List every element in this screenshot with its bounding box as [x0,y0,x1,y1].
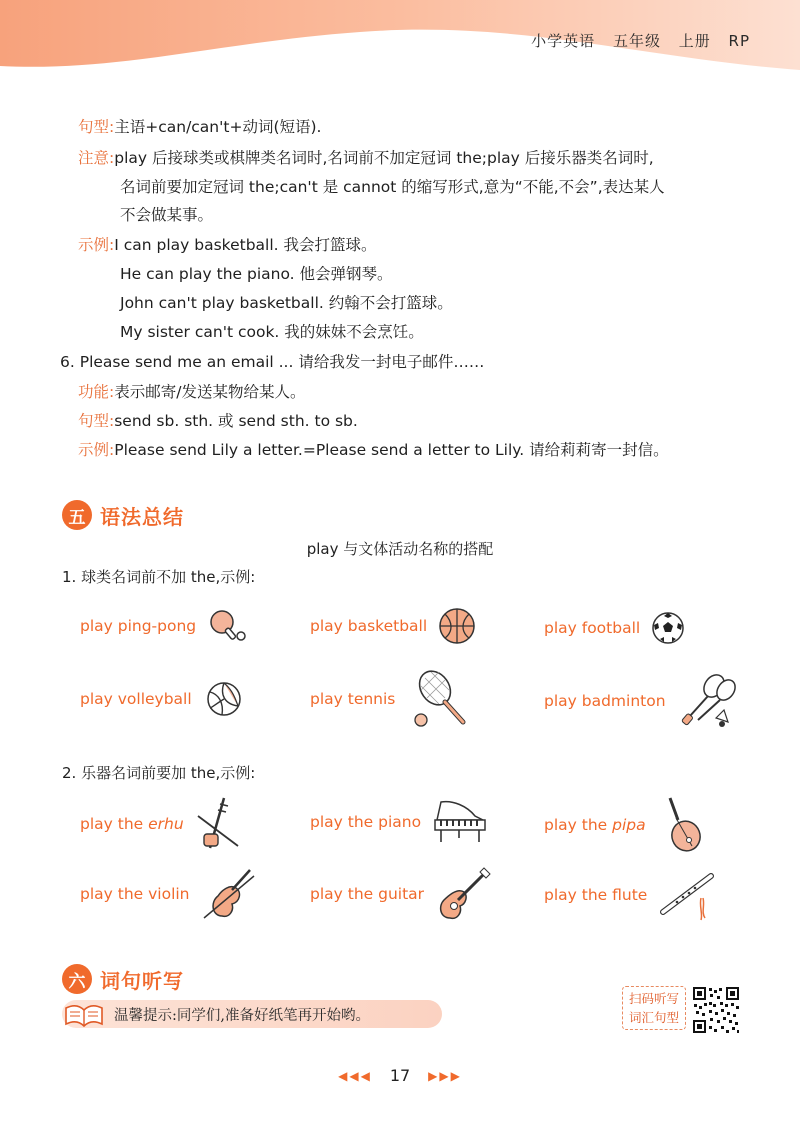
instrument-prefix: play the [544,816,613,834]
piano-icon [431,798,489,846]
instrument-label [80,815,184,833]
instrument-item-pipa [544,796,706,854]
instrument-prefix: play the [80,815,149,833]
example-line-1 [78,234,377,256]
pattern-line [78,116,321,138]
ping-pong-icon [206,608,250,644]
header-edition: RP [728,32,750,50]
item6-function-line [78,381,305,403]
open-book-icon [64,1000,104,1028]
section-5-label: 语法总结 [100,504,184,529]
instrument-label: play the piano [310,813,422,831]
example-tag: 示例: [78,236,115,254]
sport-label: play tennis [310,690,396,708]
football-icon [650,610,686,646]
pipa-icon [656,796,706,854]
function-tag: 功能: [78,383,115,401]
instrument-name-italic: erhu [148,815,184,833]
instrument-label [544,816,646,834]
violin-icon [200,866,256,922]
instrument-label: play the guitar [310,885,425,903]
instrument-item-piano [310,798,489,846]
tip-bar [62,1000,442,1028]
section-6-label: 词句听写 [100,968,184,993]
sports-subheading: 1. 球类名词前不加 the,示例: [62,568,256,586]
sport-item-ping-pong [80,608,250,644]
tennis-icon [405,668,471,730]
example-4: My sister can't cook. 我的妹妹不会烹饪。 [120,323,424,341]
note-line-1 [78,147,654,169]
pattern-text: 主语+can/can't+动词(短语). [114,118,322,136]
instruments-subheading: 2. 乐器名词前要加 the,示例: [62,764,256,782]
sport-label: play football [544,619,641,637]
flute-icon [657,868,717,922]
instrument-label: play the violin [80,885,190,903]
guitar-icon [434,866,494,922]
instrument-item-erhu [80,796,244,852]
function-text: 表示邮寄/发送某物给某人。 [114,383,306,401]
sport-item-badminton [544,672,736,730]
example-1: I can play basketball. 我会打篮球。 [114,236,377,254]
item6-example-tag: 示例: [78,441,115,459]
item6-example-text: Please send Lily a letter.=Please send a letter to Lily. 请给莉莉寄一封信。 [114,441,669,459]
item6-title: 6. Please send me an email ... 请给我发一封电子邮件…… [60,353,485,371]
section-5-badge: 五 [62,500,92,530]
item6-pattern-line [78,410,358,432]
instrument-item-flute [544,868,717,922]
erhu-icon [194,796,244,852]
page-number: 17 [389,1066,411,1085]
sport-item-basketball [310,606,477,646]
note-text-2: 名词前要加定冠词 the;can't 是 cannot 的缩写形式,意为“不能,不会”,表达某人 [120,178,665,196]
item6-example-line [78,439,669,461]
basketball-icon [437,606,477,646]
section-5-heading [62,500,184,530]
section-6-heading [62,964,184,994]
note-text-1: play 后接球类或棋牌类名词时,名词前不加定冠词 the;play 后接乐器类名词时, [114,149,654,167]
instrument-name-italic: pipa [612,816,646,834]
item6-pattern-tag: 句型: [78,412,115,430]
example-2: He can play the piano. 他会弹钢琴。 [120,265,393,283]
tip-text: 温馨提示:同学们,准备好纸笔再开始哟。 [114,1007,370,1024]
sport-label: play volleyball [80,690,192,708]
next-page-arrows[interactable]: ▶▶▶ [428,1068,462,1083]
header-book-info [519,30,750,51]
qr-code-icon[interactable] [692,986,740,1034]
pattern-tag: 句型: [78,118,115,136]
grammar-title: play 与文体活动名称的搭配 [306,540,494,558]
page-navigation [0,1066,800,1085]
badminton-icon [676,672,736,730]
sport-label: play ping-pong [80,617,197,635]
header-subject: 小学英语 [531,32,596,50]
sport-item-tennis [310,668,471,730]
instrument-item-guitar [310,866,494,922]
item6-pattern-text: send sb. sth. 或 send sth. to sb. [114,412,358,430]
instrument-item-violin [80,866,256,922]
sport-label: play basketball [310,617,428,635]
prev-page-arrows[interactable]: ◀◀◀ [338,1068,372,1083]
sport-label: play badminton [544,692,666,710]
volleyball-icon [202,680,242,718]
section-6-badge: 六 [62,964,92,994]
sport-item-volleyball [80,680,242,718]
sport-item-football [544,610,686,646]
note-text-3: 不会做某事。 [120,206,214,224]
note-tag: 注意: [78,149,115,167]
qr-label: 扫码听写 词汇句型 [622,986,686,1030]
header-volume: 上册 [678,32,711,50]
instrument-label: play the flute [544,886,648,904]
example-3: John can't play basketball. 约翰不会打篮球。 [120,294,453,312]
header-grade: 五年级 [612,32,661,50]
